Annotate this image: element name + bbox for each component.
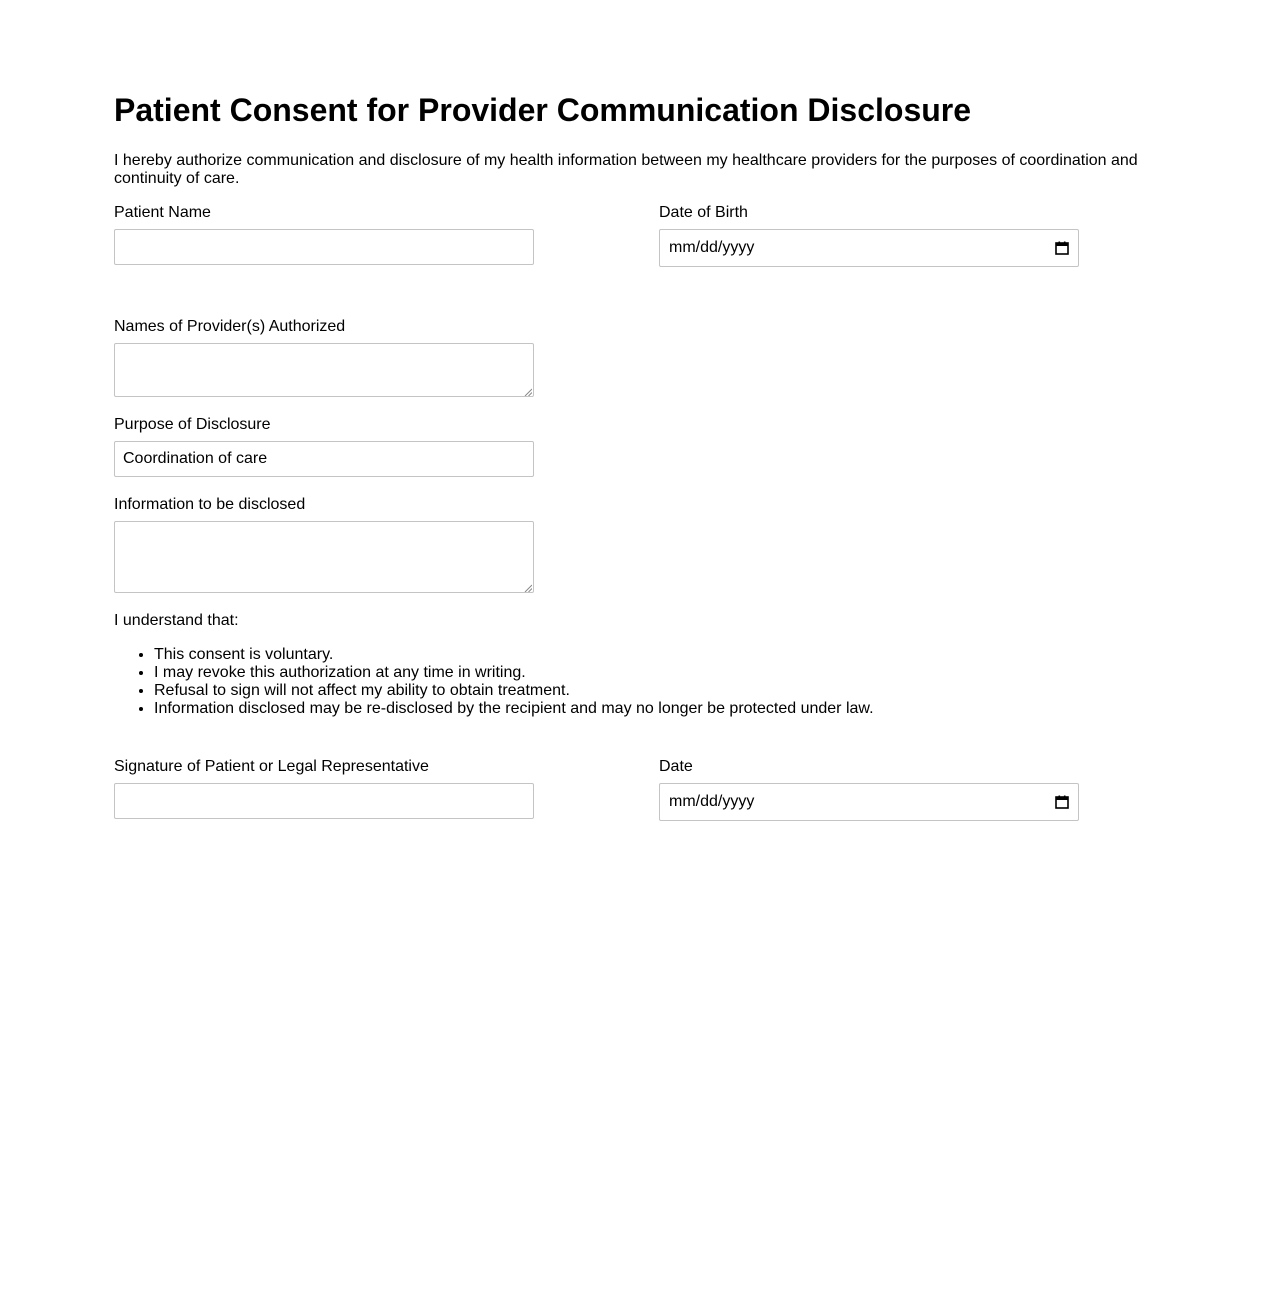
information-textarea[interactable] [114,521,534,593]
calendar-icon[interactable] [1055,241,1069,255]
signature-date-label: Date [659,758,693,775]
list-item: • Refusal to sign will not affect my ability to obtain treatment. [154,682,874,700]
signature-label: Signature of Patient or Legal Representative [114,758,429,775]
providers-field [114,318,534,398]
conditions-list [114,646,874,718]
intro-text: I hereby authorize communication and disclosure of my health information between my healthcare providers for the purposes of coordination and continuity of care. [114,152,1138,187]
date-of-birth-input[interactable] [659,229,1079,267]
signature-input[interactable] [114,783,534,819]
patient-name-label: Patient Name [114,204,211,221]
date-of-birth-label: Date of Birth [659,204,748,221]
list-item: • This consent is voluntary. [154,646,874,664]
date-of-birth-placeholder: mm/dd/yyyy [669,239,755,256]
date-of-birth-field [659,204,1079,268]
signature-date-input[interactable] [659,783,1079,821]
understand-heading: I understand that: [114,612,239,629]
resize-grip-icon[interactable] [524,584,532,592]
purpose-label: Purpose of Disclosure [114,416,271,433]
purpose-input[interactable] [114,441,534,477]
providers-textarea[interactable] [114,343,534,397]
information-field [114,496,534,594]
calendar-icon[interactable] [1055,795,1069,809]
patient-name-input[interactable] [114,229,534,265]
signature-date-field [659,758,1079,822]
list-item: • Information disclosed may be re-disclosed by the recipient and may no longer be protected under law. [154,700,874,718]
list-item: • I may revoke this authorization at any time in writing. [154,664,874,682]
signature-date-placeholder: mm/dd/yyyy [669,793,755,810]
resize-grip-icon[interactable] [524,388,532,396]
providers-label: Names of Provider(s) Authorized [114,318,346,335]
page-title: Patient Consent for Provider Communication Disclosure [114,92,972,128]
information-label: Information to be disclosed [114,496,306,513]
signature-field [114,758,534,820]
purpose-field [114,416,534,478]
patient-name-field [114,204,534,266]
